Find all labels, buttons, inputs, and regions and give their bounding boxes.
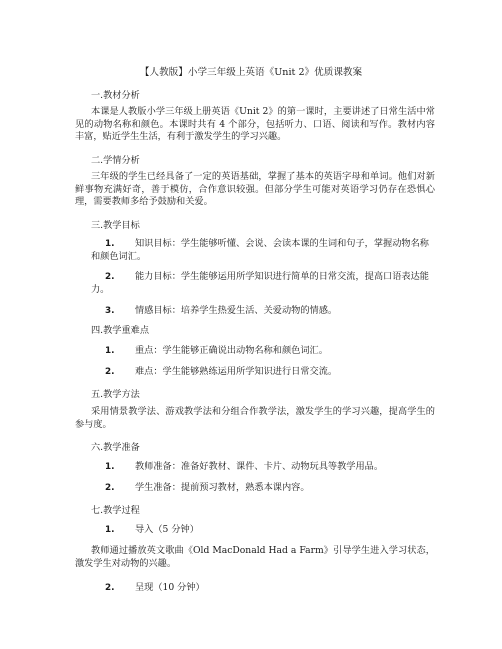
section-heading-1: 一.教材分析 [91, 90, 140, 101]
section-paragraph-5: 采用情景教学法、游戏教学法和分组合作教学法，激发学生的学习兴趣，提高学生的参与度。 [75, 406, 435, 430]
list-item-number: 2. [105, 583, 115, 593]
list-item [91, 366, 431, 379]
section-heading-2: 二.学情分析 [91, 155, 140, 166]
list-item [91, 238, 431, 263]
list-item-number: 2. [105, 367, 115, 377]
list-item [91, 461, 431, 474]
list-item [91, 305, 431, 318]
list-item-text: 知识目标：学生能够听懂、会说、会读本课的生词和句子，掌握动物名称和颜色词汇。 [91, 238, 429, 262]
list-item-text: 重点：学生能够正确说出动物名称和颜色词汇。 [135, 345, 328, 356]
section-heading-3: 三.教学目标 [91, 220, 140, 231]
list-item-text: 情感目标：培养学生热爱生活、关爱动物的情感。 [135, 305, 338, 316]
list-item-number: 1. [105, 462, 115, 472]
list-item-number: 2. [105, 272, 115, 282]
list-item-text: 学生准备：提前预习教材，熟悉本课内容。 [135, 482, 310, 493]
list-item-number: 1. [105, 346, 115, 356]
list-item [91, 345, 431, 358]
page-title: 【人教版】小学三年级上英语《Unit 2》优质课教案 [139, 67, 363, 78]
section-paragraph-2: 三年级的学生已经具备了一定的英语基础，掌握了基本的英语字母和单词。他们对新鲜事物充满好奇，善于模仿，合作意识较强。但部分学生可能对英语学习仍存在恐惧心理，需要教师多给予鼓励和关爱。 [75, 171, 435, 207]
section-heading-6: 六.教学准备 [91, 442, 140, 453]
list-item [91, 482, 431, 495]
list-item [91, 271, 431, 296]
list-item [91, 582, 431, 595]
list-item-text: 呈现（10 分钟） [135, 582, 205, 593]
section-heading-4: 四.教学重难点 [91, 325, 150, 336]
list-item-text: 导入（5 分钟） [135, 524, 199, 535]
list-item-number: 1. [105, 239, 115, 249]
section-paragraph-1: 本课是人教版小学三年级上册英语《Unit 2》的第一课时，主要讲述了日常生活中常见的动物名称和颜色。本课时共有 4 个部分，包括听力、口语、阅读和写作。教材内容丰富，贴近学生生活，有利于激发学生的学习兴趣。 [75, 106, 435, 142]
list-item-text: 能力目标：学生能够运用所学知识进行简单的日常交流，提高口语表达能力。 [91, 271, 429, 295]
section-paragraph-7: 教师通过播放英文歌曲《Old MacDonald Had a Farm》引导学生进入学习状态，激发学生对动物的兴趣。 [75, 545, 435, 569]
list-item-number: 2. [105, 483, 115, 493]
list-item-text: 难点：学生能够熟练运用所学知识进行日常交流。 [135, 366, 338, 377]
section-heading-7: 七.教学过程 [91, 505, 140, 516]
list-item-number: 3. [105, 306, 115, 316]
list-item-number: 1. [105, 525, 115, 535]
list-item-text: 教师准备：准备好教材、课件、卡片、动物玩具等教学用品。 [135, 461, 384, 472]
section-heading-5: 五.教学方法 [91, 389, 140, 400]
list-item [91, 524, 431, 537]
